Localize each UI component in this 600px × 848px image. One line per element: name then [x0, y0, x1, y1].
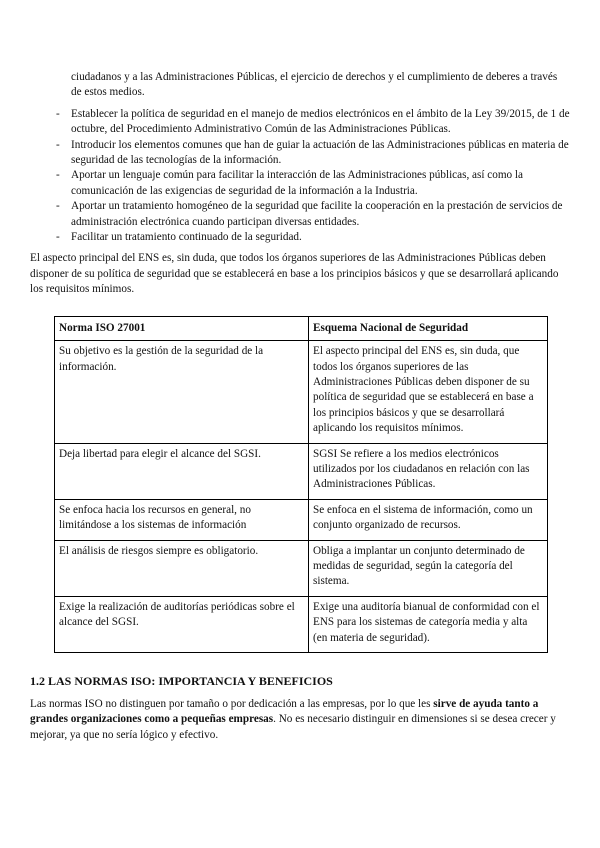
list-item-text: Introducir los elementos comunes que han de guiar la actuación de las Administraciones públicas en materia de seguridad de las tecnologías de la información.	[71, 138, 569, 167]
paragraph-text-end: . No es necesario distinguir en dimensiones si se desea crecer y mejorar, ya que no sería lógico y efectivo.	[30, 713, 556, 741]
iso-benefits-paragraph	[30, 697, 570, 743]
bullet-dash: -	[56, 138, 60, 151]
table-cell: El análisis de riesgos siempre es obligatorio.	[55, 540, 309, 596]
bullet-dash: -	[56, 107, 60, 120]
list-item-text: Aportar un lenguaje común para facilitar la interacción de las Administraciones públicas, así como la comunicación de las exigencias de seguridad de la información a la Industria.	[71, 169, 524, 197]
table-row	[55, 540, 548, 596]
bullet-dash: -	[56, 200, 60, 213]
table-row	[55, 596, 548, 652]
table-cell: Exige una auditoría bianual de conformidad con el ENS para los sistemas de categoría media y alta (en materia de seguridad).	[309, 596, 548, 652]
paragraph-text: Las normas ISO no distinguen por tamaño o por dedicación a las empresas, por lo que les	[30, 698, 434, 710]
table-cell: Exige la realización de auditorías periódicas sobre el alcance del SGSI.	[55, 596, 309, 652]
ens-paragraph: El aspecto principal del ENS es, sin duda, que todos los órganos superiores de las Administraciones Públicas deben disponer de su política de seguridad que se establecerá en base a los principios básicos y que se desarrollará aplicando los requisitos mínimos.	[30, 252, 559, 296]
list-item	[30, 199, 570, 230]
table-cell: SGSI Se refiere a los medios electrónicos utilizados por los ciudadanos en relación con las Administraciones Públicas.	[309, 443, 548, 499]
list-item	[30, 230, 570, 245]
list-item	[30, 107, 570, 138]
table-row	[55, 341, 548, 443]
section-heading: 1.2 LAS NORMAS ISO: IMPORTANCIA Y BENEFICIOS	[30, 674, 333, 688]
table-cell: Obliga a implantar un conjunto determinado de medidas de seguridad, según la categoría del sistema.	[309, 540, 548, 596]
emphasis-text: sirve de ayuda tanto a grandes organizaciones como a pequeñas empresas	[30, 698, 539, 726]
table-row	[55, 443, 548, 499]
table-cell: El aspecto principal del ENS es, sin duda, que todos los órganos superiores de las Administraciones Públicas deben disponer de su política de seguridad que se establecerá en base a los principios básicos y que se desarrollará aplicando los requisitos mínimos.	[309, 341, 548, 443]
table-row	[55, 499, 548, 540]
bullet-dash: -	[56, 169, 60, 182]
objectives-list	[30, 107, 570, 246]
comparison-table	[54, 316, 548, 653]
page-content	[30, 70, 570, 743]
header-ens: Esquema Nacional de Seguridad	[309, 316, 548, 340]
table-header-row	[55, 316, 548, 340]
list-item-text: Facilitar un tratamiento continuado de la seguridad.	[71, 231, 302, 244]
list-item-text: Establecer la política de seguridad en el manejo de medios electrónicos en el ámbito de la Ley 39/2015, de 1 de octubre, del Procedimiento Administrativo Común de las Administraciones Públicas.	[71, 107, 570, 136]
header-iso-27001: Norma ISO 27001	[55, 316, 309, 340]
table-cell: Se enfoca hacia los recursos en general, no limitándose a los sistemas de información	[55, 499, 309, 540]
intro-continuation: ciudadanos y a las Administraciones Públicas, el ejercicio de derechos y el cumplimiento de deberes a través de estos medios.	[71, 71, 558, 99]
list-item	[30, 168, 570, 199]
table-cell: Deja libertad para elegir el alcance del SGSI.	[55, 443, 309, 499]
table-cell: Su objetivo es la gestión de la seguridad de la información.	[55, 341, 309, 443]
list-item	[30, 138, 570, 169]
bullet-dash: -	[56, 231, 60, 244]
table-cell: Se enfoca en el sistema de información, como un conjunto organizado de recursos.	[309, 499, 548, 540]
list-item-text: Aportar un tratamiento homogéneo de la seguridad que facilite la cooperación en la prestación de servicios de administración electrónica cuando participan diversas entidades.	[71, 200, 563, 228]
